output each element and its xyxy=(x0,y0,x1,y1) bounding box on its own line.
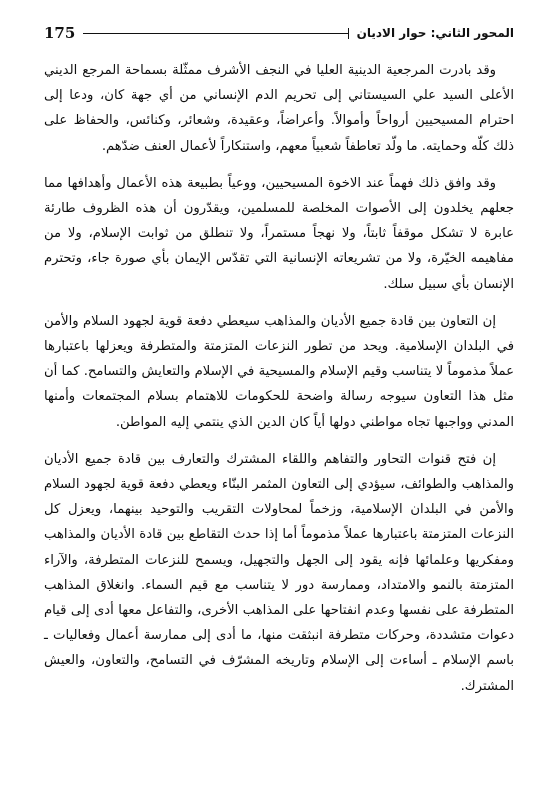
page-number: 175 xyxy=(44,24,76,42)
book-page xyxy=(44,22,514,772)
running-header xyxy=(44,22,514,44)
paragraph-4: إن فتح قنوات التحاور والتفاهم واللقاء المشترك والتعارف بين قادة جميع الأديان والمذاهب والطوائف، سيؤدي إلى التعاون المثمر البنّاء ويعطي دفعة قوية لجهود السلام والأمن في البلدان الإسلامية، وزخماً لمحاولات التقريب والتوحيد بينهما، ويعزل كل النزعات المتزمتة باعتبارها عملاً مذموماً أما إذا حدث التقاطع بين قادة الأديان والمذاهب ومفكريها وعلمائها فإنه يقود إلى الجهل والتجهيل، ويسمح للنزعات المتطرفة، والآراء المتزمتة بالنمو والامتداد، وممارسة دور لا يتناسب مع قيم السماء. وانغلاق المذاهب المتطرفة على نفسها وعدم انفتاحها على المذاهب الأخرى، والتفاعل معها أدى إلى قيام دعوات متشددة، وحركات متطرفة انبثقت منها، ما أدى إلى ممارسة أعمال وفعاليات ـ باسم الإسلام ـ أساءت إلى الإسلام وتاريخه المشرّف في التسامح، والتعاون، والعيش المشترك. xyxy=(44,451,514,694)
paragraph-3: إن التعاون بين قادة جميع الأديان والمذاهب سيعطي دفعة قوية لجهود السلام والأمن في البلدان الإسلامية. ويحد من تطور النزعات المتزمتة والمتطرفة ويعزلها باعتبارها عملاً مذموماً لا يتناسب وقيم الإسلام والمسيحية في الإسلام والتعايش والتسامح. كما أن مثل هذا التعاون سيوجه رسالة واضحة للحكومات للاهتمام بسلام المجتمعات وأمنها المدني وواجبها تجاه مواطني دولها أياً كان الدين الذي ينتمي إليه المواطن. xyxy=(44,313,514,430)
body-text xyxy=(44,58,514,699)
running-title: المحور الثاني: حوار الاديان xyxy=(356,26,514,40)
header-rule xyxy=(83,33,348,34)
paragraph-1: وقد بادرت المرجعية الدينية العليا في النجف الأشرف ممثّلة بسماحة المرجع الديني الأعلى السيد علي السيستاني إلى تحريم الدم الإنساني من أي جهة كان، ودعا إلى احترام المسيحيين أرواحاً وأموالاً. وأعراضاً، وعقيدة، وشعائر، وكنائس، والحفاظ على ذلك كلّه وحمايته. ما ولّد تعاطفاً شعبياً معهم، واستنكاراً لأعمال العنف ضدّهم. xyxy=(44,63,514,154)
paragraph-2: وقد وافق ذلك فهماً عند الاخوة المسيحيين، ووعياً بطبيعة هذه الأعمال وأهدافها مما جعلهم يخلدون إلى الأصوات المخلصة للمسلمين، ويقدّرون أن هذه الظروف طارئة عابرة لا تشكل موقفاً ثابتاً، ولا نهجاً مستمراً، ولا تنطلق من ثوابت الإسلام، ولا من مفاهيمه الخيّرة، ولا من تشريعاته الإنسانية التي تقدّس الإيمان بأي صورة جاء، وتحترم الإنسان بأي سبيل سلك. xyxy=(44,175,514,292)
